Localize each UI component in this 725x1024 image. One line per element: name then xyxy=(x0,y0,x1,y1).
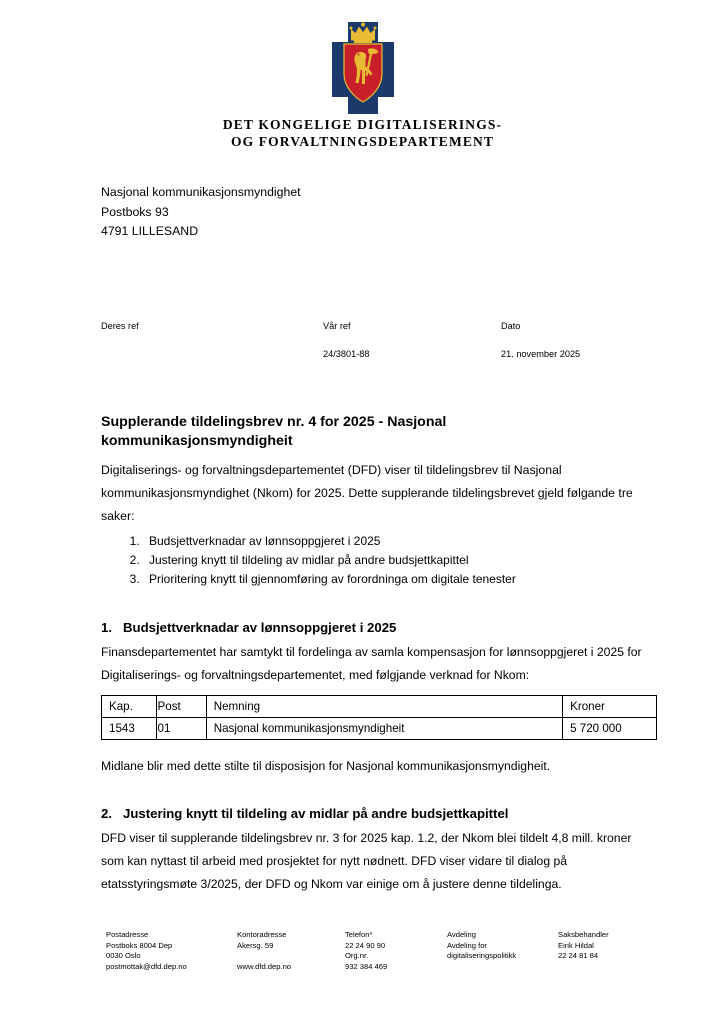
department-name-line1: DET KONGELIGE DIGITALISERINGS- xyxy=(222,117,503,132)
section-1 xyxy=(101,619,657,687)
footer-website[interactable]: www.dfd.dep.no xyxy=(237,961,292,971)
letterhead xyxy=(0,22,725,150)
var-ref-value: 24/3801-88 xyxy=(323,349,370,359)
table-cell-kap: 1543 xyxy=(102,718,157,740)
footer-label-kontoradresse: Kontoradresse xyxy=(237,930,287,939)
footer-telefon-number: 22 24 90 90 xyxy=(345,940,386,950)
footer-label-telefon: Telefon* xyxy=(345,930,373,939)
intro-paragraph: Digitaliserings- og forvaltningsdepartementet (DFD) viser til tildelingsbrev til Nasjonal kommunikasjonsmyndighet (Nkom) for 2025. Dette supplerande tildelingsbrevet gjeld følgande tre saker: xyxy=(101,463,633,523)
footer-avdeling-line2: digitaliseringspolitikk xyxy=(447,951,517,961)
budget-table xyxy=(101,695,657,740)
deres-ref-label: Deres ref xyxy=(101,321,139,331)
dato-column xyxy=(501,316,580,364)
footer-label-saksbehandler: Saksbehandler xyxy=(558,930,609,939)
footer-label-avdeling: Avdeling xyxy=(447,930,476,939)
footer-email[interactable]: postmottak@dfd.dep.no xyxy=(106,961,187,971)
footer-avdeling-line1: Avdeling for xyxy=(447,940,487,950)
recipient-address xyxy=(101,183,301,242)
section-1-number: 1. xyxy=(101,620,112,635)
deres-ref-column xyxy=(101,316,139,344)
footer-spacer xyxy=(237,951,291,962)
footer-column-postadresse xyxy=(106,930,187,972)
department-name-line2: OG FORVALTNINGSDEPARTEMENT xyxy=(230,134,495,149)
list-item: 2. Justering knytt til tildeling av midlar på andre budsjettkapittel xyxy=(143,551,516,570)
footer-column-saksbehandler xyxy=(558,930,609,962)
section-1-heading-text: Budsjettverknadar av lønnsoppgjeret i 2025 xyxy=(123,620,397,635)
list-item: 1. Budsjettverknadar av lønnsoppgjeret i 2025 xyxy=(143,532,516,551)
list-item: 3. Prioritering knytt til gjennomføring av forordninga om digitale tenester xyxy=(143,570,516,589)
section-2-number: 2. xyxy=(101,806,112,821)
footer-column-kontoradresse xyxy=(237,930,291,972)
recipient-name: Nasjonal kommunikasjonsmyndighet xyxy=(101,185,301,199)
var-ref-column xyxy=(323,316,370,364)
norwegian-coat-of-arms-icon xyxy=(332,22,394,114)
section-1-after-table: Midlane blir med dette stilte til disposisjon for Nasjonal kommunikasjonsmyndigheit. xyxy=(101,759,551,773)
footer-postadresse-line1: Postboks 8004 Dep xyxy=(106,940,173,950)
table-header-row xyxy=(102,696,657,718)
saker-list xyxy=(101,532,516,589)
table-cell-nemning: Nasjonal kommunikasjonsmyndigheit xyxy=(206,718,562,740)
footer-saksbehandler-name: Eirik Hildal xyxy=(558,940,594,950)
table-cell-post: 01 xyxy=(156,718,206,740)
document-title: Supplerande tildelingsbrev nr. 4 for 2025 - Nasjonal kommunikasjonsmyndigheit xyxy=(101,414,447,449)
section-2-heading-text: Justering knytt til tildeling av midlar på andre budsjettkapittel xyxy=(123,806,509,821)
table-header-kap: Kap. xyxy=(102,696,157,718)
footer-saksbehandler-phone: 22 24 81 84 xyxy=(558,951,599,961)
section-1-heading xyxy=(101,619,657,636)
table-row xyxy=(102,718,657,740)
recipient-city: 4791 LILLESAND xyxy=(101,224,199,238)
footer-kontoradresse-line1: Akersg. 59 xyxy=(237,940,274,950)
footer-label-orgnr: Org.nr. xyxy=(345,951,369,961)
dato-label: Dato xyxy=(501,321,521,331)
section-2 xyxy=(101,805,657,896)
table-header-nemning: Nemning xyxy=(206,696,562,718)
section-1-paragraph: Finansdepartementet har samtykt til fordelinga av samla kompensasjon for lønnsoppgjeret i 2025 for Digitaliserings- og forvaltningsdepartementet, med følgjande verknad for Nkom: xyxy=(101,645,642,682)
footer-column-avdeling xyxy=(447,930,516,962)
footer-label-postadresse: Postadresse xyxy=(106,930,149,939)
recipient-street: Postboks 93 xyxy=(101,204,169,219)
section-2-paragraph: DFD viser til supplerande tildelingsbrev nr. 3 for 2025 kap. 1.2, der Nkom blei tildelt 4,8 mill. kroner som kan nyttast til arbeid med prosjektet for nytt nødnett. DFD viser vidare til dialog på etatsstyringsmøte 3/2025, der DFD og Nkom var einige om å justere denne tildelinga. xyxy=(101,831,632,891)
table-cell-kroner: 5 720 000 xyxy=(563,718,657,740)
section-2-heading xyxy=(101,805,657,822)
var-ref-label: Vår ref xyxy=(323,321,351,331)
table-header-post: Post xyxy=(156,696,206,718)
footer-orgnr-value: 932 384 469 xyxy=(345,961,388,971)
footer-postadresse-line2: 0030 Oslo xyxy=(106,951,141,961)
dato-value: 21. november 2025 xyxy=(501,349,581,359)
department-name xyxy=(0,116,725,150)
footer-column-telefon xyxy=(345,930,387,972)
table-header-kroner: Kroner xyxy=(563,696,657,718)
